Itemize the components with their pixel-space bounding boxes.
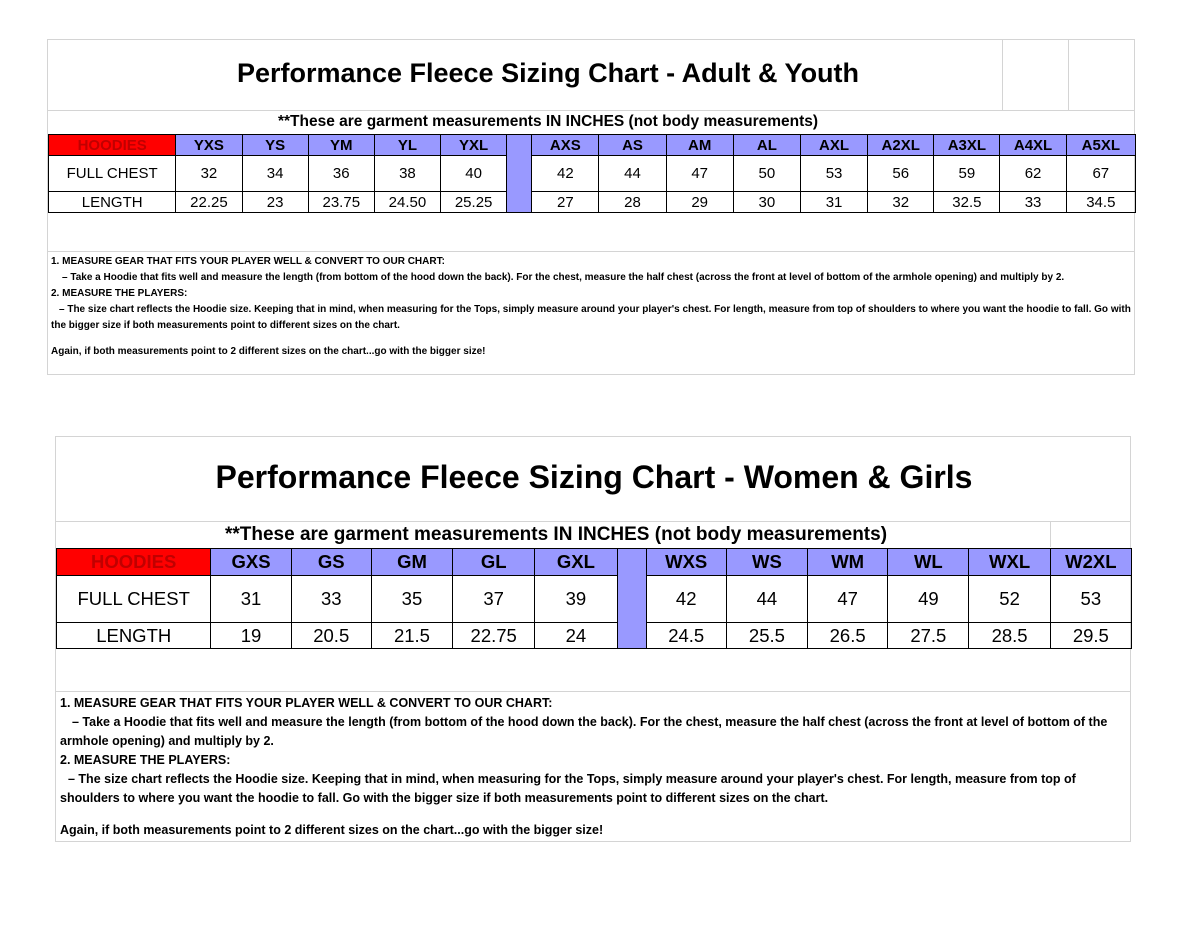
value-cell: 27.5: [888, 623, 969, 649]
size-header-cell: WXL: [969, 549, 1050, 576]
value-cell: 19: [211, 623, 291, 649]
value-cell: 24: [535, 623, 617, 649]
value-cell: 44: [726, 576, 807, 623]
value-cell: 28: [599, 192, 666, 213]
size-header-cell: A4XL: [1000, 135, 1066, 156]
size-header-cell: YXS: [176, 135, 242, 156]
final-note: Again, if both measurements point to 2 different sizes on the chart...go with the bigger size!: [60, 822, 604, 837]
value-cell: 27: [532, 192, 599, 213]
value-cell: 49: [888, 576, 969, 623]
value-cell: 31: [800, 192, 867, 213]
value-cell: 32: [868, 192, 934, 213]
value-cell: 34.5: [1066, 192, 1135, 213]
value-cell: 56: [868, 156, 934, 192]
value-cell: 32: [176, 156, 242, 192]
size-header-cell: YS: [242, 135, 308, 156]
value-cell: 25.5: [726, 623, 807, 649]
value-cell: 35: [371, 576, 452, 623]
size-header-cell: AS: [599, 135, 666, 156]
value-cell: 20.5: [291, 623, 371, 649]
value-cell: 44: [599, 156, 666, 192]
step-1-title: 1. MEASURE GEAR THAT FITS YOUR PLAYER WELL & CONVERT TO OUR CHART:: [60, 696, 553, 710]
value-cell: 36: [308, 156, 374, 192]
sizing-sheet-women-girls: [55, 436, 1131, 842]
step-2-title: 2. MEASURE THE PLAYERS:: [51, 288, 188, 299]
sizing-sheet-adult-youth: [47, 39, 1135, 375]
size-header-cell: AXS: [532, 135, 599, 156]
chart-subtitle: **These are garment measurements IN INCHES (not body measurements): [277, 113, 819, 130]
value-cell: 47: [808, 576, 888, 623]
grid-line: [48, 251, 1134, 252]
value-cell: 39: [535, 576, 617, 623]
step-1-text: – Take a Hoodie that fits well and measure the length (from bottom of the hood down the back). For the chest, measure the half chest (across the front at level of bottom of the armhole opening) and multiply by 2.: [60, 715, 1108, 748]
value-cell: 32.5: [934, 192, 1000, 213]
grid-line: [48, 110, 1134, 111]
value-cell: 53: [800, 156, 867, 192]
value-cell: 67: [1066, 156, 1135, 192]
value-cell: 23.75: [308, 192, 374, 213]
separator-column: [507, 135, 532, 213]
value-cell: 26.5: [808, 623, 888, 649]
row-label-length: LENGTH: [57, 623, 211, 649]
size-header-cell: YM: [308, 135, 374, 156]
size-table: [48, 134, 1136, 213]
size-header-cell: WL: [888, 549, 969, 576]
size-header-cell: A2XL: [868, 135, 934, 156]
size-header-cell: GM: [371, 549, 452, 576]
hoodies-header-cell: HOODIES: [49, 135, 176, 156]
value-cell: 62: [1000, 156, 1066, 192]
value-cell: 21.5: [371, 623, 452, 649]
step-2-title: 2. MEASURE THE PLAYERS:: [60, 753, 231, 767]
row-label-full-chest: FULL CHEST: [49, 156, 176, 192]
value-cell: 22.75: [453, 623, 535, 649]
value-cell: 37: [453, 576, 535, 623]
size-header-cell: WM: [808, 549, 888, 576]
separator-column: [617, 549, 646, 649]
value-cell: 40: [441, 156, 507, 192]
value-cell: 25.25: [441, 192, 507, 213]
chart-title: Performance Fleece Sizing Chart - Adult & Youth: [236, 58, 860, 88]
step-2-text: – The size chart reflects the Hoodie size. Keeping that in mind, when measuring for the Tops, simply measure around your player's chest. For length, measure from top of shoulders to where you want the hoodie to fall. Go with the bigger size if both measurements point to different sizes on the chart.: [51, 304, 1131, 331]
size-header-cell: AXL: [800, 135, 867, 156]
value-cell: 29: [666, 192, 733, 213]
size-header-cell: AL: [733, 135, 800, 156]
step-2-text: – The size chart reflects the Hoodie size. Keeping that in mind, when measuring for the Tops, simply measure around your player's chest. For length, measure from top of shoulders to where you want the hoodie to fall. Go with the bigger size if both measurements point to different sizes on the chart.: [60, 772, 1076, 805]
size-header-cell: A5XL: [1066, 135, 1135, 156]
value-cell: 23: [242, 192, 308, 213]
size-header-cell: GXS: [211, 549, 291, 576]
final-note: Again, if both measurements point to 2 different sizes on the chart...go with the bigger size!: [51, 346, 486, 357]
chart-title: Performance Fleece Sizing Chart - Women & Girls: [215, 459, 973, 495]
row-label-length: LENGTH: [49, 192, 176, 213]
value-cell: 28.5: [969, 623, 1050, 649]
row-label-full-chest: FULL CHEST: [57, 576, 211, 623]
step-1-title: 1. MEASURE GEAR THAT FITS YOUR PLAYER WELL & CONVERT TO OUR CHART:: [51, 256, 445, 267]
size-header-cell: GL: [453, 549, 535, 576]
value-cell: 42: [646, 576, 726, 623]
grid-line: [56, 521, 1130, 522]
value-cell: 29.5: [1050, 623, 1131, 649]
value-cell: 33: [291, 576, 371, 623]
step-1-text: – Take a Hoodie that fits well and measure the length (from bottom of the hood down the back). For the chest, measure the half chest (across the front at level of bottom of the armhole opening) and multiply by 2.: [62, 272, 1065, 283]
value-cell: 59: [934, 156, 1000, 192]
size-header-cell: AM: [666, 135, 733, 156]
grid-line: [1068, 40, 1069, 110]
size-header-cell: WXS: [646, 549, 726, 576]
grid-line: [56, 691, 1130, 692]
size-header-cell: YL: [374, 135, 440, 156]
size-header-cell: WS: [726, 549, 807, 576]
size-header-cell: YXL: [441, 135, 507, 156]
hoodies-header-cell: HOODIES: [57, 549, 211, 576]
value-cell: 24.50: [374, 192, 440, 213]
value-cell: 53: [1050, 576, 1131, 623]
size-header-cell: W2XL: [1050, 549, 1131, 576]
size-header-cell: A3XL: [934, 135, 1000, 156]
value-cell: 52: [969, 576, 1050, 623]
value-cell: 34: [242, 156, 308, 192]
value-cell: 47: [666, 156, 733, 192]
value-cell: 30: [733, 192, 800, 213]
size-table: [56, 548, 1132, 649]
value-cell: 31: [211, 576, 291, 623]
value-cell: 42: [532, 156, 599, 192]
measuring-instructions: [51, 254, 1131, 360]
value-cell: 24.5: [646, 623, 726, 649]
value-cell: 33: [1000, 192, 1066, 213]
size-header-cell: GXL: [535, 549, 617, 576]
measuring-instructions: [60, 694, 1122, 840]
value-cell: 38: [374, 156, 440, 192]
value-cell: 22.25: [176, 192, 242, 213]
size-header-cell: GS: [291, 549, 371, 576]
chart-subtitle: **These are garment measurements IN INCHES (not body measurements): [224, 524, 888, 545]
value-cell: 50: [733, 156, 800, 192]
